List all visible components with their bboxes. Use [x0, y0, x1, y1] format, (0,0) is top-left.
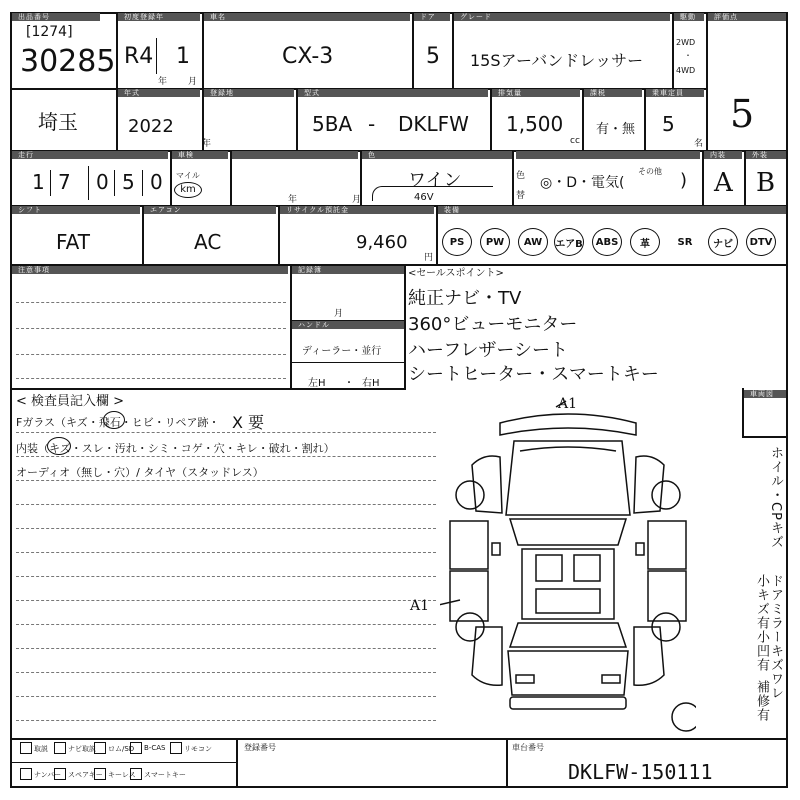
vsep: [412, 12, 414, 88]
sales-point: シートヒーター・スマートキー: [408, 364, 659, 385]
bottom-item-checkbox: [54, 742, 66, 754]
inspector-line-audio: オーディオ（無し・穴）/ タイヤ（スタッドレス）: [16, 466, 264, 479]
frame-bottom: [10, 786, 788, 788]
aircon-type: AC: [194, 230, 222, 254]
door-count: 5: [426, 44, 440, 69]
frame-right: [786, 12, 788, 788]
vsep: [512, 150, 514, 205]
right-front-door: [648, 521, 686, 569]
vsep: [404, 264, 406, 388]
left-fender-front: [472, 456, 502, 513]
records-sep: [290, 362, 404, 363]
chassis-prefix: 5BA: [312, 112, 353, 136]
vsep: [506, 738, 508, 788]
unit-km: km: [174, 182, 202, 198]
hood-line: [520, 447, 616, 451]
rear-bumper: [510, 697, 626, 709]
side-note: ドアミラーキズワレ: [768, 574, 783, 700]
note-line: [16, 378, 286, 379]
mileage-digit: 7: [58, 170, 71, 194]
inspect-line: [16, 456, 436, 457]
seat: [574, 555, 600, 581]
handle-left: 左H: [308, 378, 326, 389]
row-sep-6: [10, 738, 788, 740]
inspect-line: [16, 696, 436, 697]
chassis-code: DKLFW: [398, 112, 469, 136]
vsep: [582, 88, 584, 150]
trunk: [508, 651, 628, 695]
drive-2wd: 2WD: [676, 38, 696, 47]
lot-code: [1274]: [26, 24, 73, 40]
equipment-item: ABS: [592, 228, 622, 256]
inspect-line: [16, 432, 436, 433]
hdr-year: 初度登録年: [118, 13, 200, 21]
bottom-item: キーレス: [108, 771, 136, 779]
hdr-mileage: 走行: [12, 151, 168, 159]
overall-score: 5: [730, 92, 755, 136]
tax-options: 有・無: [596, 122, 636, 137]
inspector-title: < 検査員記入欄 >: [16, 394, 125, 409]
bottom-item: ナンバー: [34, 771, 62, 779]
vsep: [706, 12, 708, 150]
hdr-score: 評価点: [708, 13, 786, 21]
vsep: [742, 388, 744, 436]
seat: [536, 555, 562, 581]
vsep: [116, 12, 118, 88]
hdr-shift: シフト: [12, 206, 140, 214]
drive-4wd: 4WD: [676, 66, 696, 75]
model-year: 2022: [128, 116, 174, 137]
car-diagram: [440, 395, 696, 735]
vsep: [170, 150, 172, 205]
note-line: [16, 354, 286, 355]
vsep: [452, 12, 454, 88]
paint-close: ): [680, 170, 688, 191]
model-year-unit: 年: [202, 139, 212, 149]
interior-grade: A: [714, 168, 733, 198]
inspect-line: [16, 528, 436, 529]
inspect-line: [16, 672, 436, 673]
vsep: [142, 205, 144, 264]
tail-light: [516, 675, 534, 683]
vsep: [672, 12, 674, 88]
rear-window: [510, 623, 626, 647]
side-note: 補修有: [754, 680, 769, 722]
hsep: [742, 436, 788, 438]
color-change-label: 替: [516, 191, 526, 201]
frame-number: DKLFW-150111: [568, 760, 713, 784]
right-quarter: [634, 627, 664, 685]
records-dealer: ディーラー・並行: [302, 346, 382, 357]
side-note: ホイル・CPキズ: [768, 446, 783, 549]
tail-light: [602, 675, 620, 683]
hdr-exterior: 外装: [746, 151, 786, 159]
side-note: 小凹有: [754, 630, 769, 672]
bottom-item-checkbox: [94, 768, 106, 780]
vsep: [744, 150, 746, 205]
vsep: [296, 88, 298, 150]
hdr-aircon: エアコン: [144, 206, 276, 214]
damage-mark-left: A1: [410, 598, 430, 614]
mileage-digit: 1: [32, 170, 45, 194]
model-name: CX-3: [282, 44, 334, 69]
color-code: 46V: [414, 192, 434, 203]
frame-no-label: 車台番号: [512, 743, 544, 752]
digit-sep: [88, 166, 89, 200]
vsep: [436, 205, 438, 264]
bottom-item-checkbox: [94, 742, 106, 754]
bottom-item-checkbox: [130, 768, 142, 780]
equipment-item: PS: [442, 228, 472, 256]
bottom-item: ナビ取説: [68, 745, 96, 753]
bottom-item-checkbox: [20, 742, 32, 754]
color-code-bracket: [372, 186, 493, 201]
inspector-line-glass: Fガラス（キズ・飛石・ヒビ・リペア跡・: [16, 416, 220, 429]
bottom-item: リモコン: [184, 745, 212, 753]
seat-unit: 名: [694, 139, 704, 149]
glass-x-required: X 要: [232, 413, 265, 432]
note-line: [16, 302, 286, 303]
reg-era: R4: [124, 44, 154, 69]
region: 埼玉: [38, 110, 78, 134]
hdr-model: 車名: [204, 13, 410, 21]
vsep: [644, 88, 646, 150]
inspect-line: [16, 600, 436, 601]
inspect-line: [16, 648, 436, 649]
equipment-item: PW: [480, 228, 510, 256]
equipment-item: AW: [518, 228, 548, 256]
frame-left: [10, 12, 12, 788]
inspect-line: [16, 576, 436, 577]
hdr-doors: ドア: [414, 13, 450, 21]
hdr-displacement: 排気量: [492, 89, 580, 97]
sales-point: 純正ナビ・TV: [408, 288, 522, 309]
equipment-item: ナビ: [708, 228, 738, 256]
spare-wheel: [672, 703, 696, 731]
bottom-item: スペアキー: [68, 771, 103, 779]
lot-number: 30285: [20, 44, 116, 79]
reg-no-label: 登録番号: [244, 743, 276, 752]
recycle-fee: 9,460: [356, 232, 408, 253]
windshield: [510, 519, 626, 545]
front-bumper: [500, 414, 636, 435]
hdr-blank: [232, 151, 358, 159]
vsep: [116, 88, 118, 150]
note-line: [16, 328, 286, 329]
hdr-records: 記録簿: [292, 266, 404, 274]
color-label: 色: [516, 171, 526, 181]
reg-month: 1: [176, 44, 190, 69]
hdr-drive: 駆動: [674, 13, 704, 21]
vsep: [702, 150, 704, 205]
shift-type: FAT: [56, 230, 91, 254]
inspect-line: [16, 624, 436, 625]
reg-year-unit: 年: [158, 77, 168, 87]
seat-count: 5: [662, 112, 675, 136]
digit-sep: [142, 170, 143, 196]
hdr-chassis: 型式: [298, 89, 488, 97]
left-mirror: [492, 543, 500, 555]
inspector-line-interior: 内装（キズ・スレ・汚れ・シミ・コゲ・穴・キレ・破れ・割れ）: [16, 442, 335, 455]
unit-mile: マイル: [176, 171, 200, 180]
hdr-tax: 課税: [584, 89, 642, 97]
side-note: 小キズ有: [754, 574, 769, 630]
vsep: [202, 12, 204, 88]
inspection-year-unit: 年: [288, 195, 298, 205]
wheel-fr: [652, 481, 680, 509]
bottom-item: B-CAS: [144, 744, 166, 752]
records-month-unit: 月: [334, 309, 344, 319]
hdr-model-year: 年式: [118, 89, 200, 97]
vsep: [490, 88, 492, 150]
hdr-lot: 出品番号: [12, 13, 100, 21]
displacement: 1,500: [506, 112, 564, 136]
sales-point: 360°ビューモニター: [408, 314, 578, 335]
vsep: [278, 205, 280, 264]
damage-mark-front: A1: [558, 396, 578, 412]
hdr-notes: 注意事項: [12, 266, 288, 274]
hdr-handle: ハンドル: [292, 321, 404, 329]
inspection-month-unit: 月: [352, 195, 362, 205]
inspect-line: [16, 720, 436, 721]
bottom-sep: [10, 762, 236, 763]
chassis-dash: -: [368, 112, 376, 136]
exterior-grade: B: [756, 168, 776, 198]
equipment-item: 革: [630, 228, 660, 256]
vsep: [230, 150, 232, 205]
hdr-inspection: 車検: [172, 151, 228, 159]
circle-mark: [103, 411, 125, 429]
hdr-color: 色: [362, 151, 512, 159]
displacement-unit: cc: [570, 136, 580, 146]
mileage-digit: 5: [122, 170, 135, 194]
mileage-digit: 0: [96, 170, 109, 194]
inspect-line: [16, 480, 436, 481]
hdr-paint: [516, 151, 700, 159]
color-name: ワイン: [408, 170, 462, 191]
wheel-fl: [456, 481, 484, 509]
circle-mark: [47, 437, 71, 455]
right-fender-front: [634, 456, 664, 513]
sales-points-label: <セールスポイント>: [408, 268, 504, 279]
left-quarter: [472, 627, 502, 685]
left-front-door: [450, 521, 488, 569]
handle-sep: ・: [344, 378, 354, 389]
hdr-interior: 内装: [704, 151, 742, 159]
grade-name: 15Sアーバンドレッサー: [470, 51, 644, 70]
bottom-item: ロム/SD: [108, 745, 135, 753]
equipment-item: SR: [677, 236, 693, 248]
mileage-digit: 0: [150, 170, 163, 194]
handle-right: 右H: [362, 378, 380, 389]
hood: [506, 441, 630, 515]
bottom-item-checkbox: [20, 768, 32, 780]
vsep: [236, 738, 238, 788]
paint-other: その他: [638, 167, 662, 176]
sales-point: ハーフレザーシート: [408, 340, 569, 361]
hdr-seats: 乗車定員: [646, 89, 704, 97]
hdr-grade: グレード: [454, 13, 670, 21]
digit-sep: [114, 170, 115, 196]
inspect-line: [16, 504, 436, 505]
inspect-line: [16, 552, 436, 553]
reg-month-unit: 月: [188, 77, 198, 87]
seat: [536, 589, 600, 613]
bottom-item: 取説: [34, 745, 48, 753]
paint-options: ◎・D・電気(: [540, 175, 625, 191]
era-sep: [156, 38, 157, 74]
hdr-diagram: 車両図: [744, 390, 786, 398]
bottom-item-checkbox: [130, 742, 142, 754]
bottom-item: スマートキー: [144, 771, 186, 779]
hdr-equipment: 装備: [438, 206, 786, 214]
hdr-region-note: 登録地: [204, 89, 294, 97]
bottom-item-checkbox: [170, 742, 182, 754]
digit-sep: [50, 170, 51, 196]
equipment-item: DTV: [746, 228, 776, 256]
bottom-item-checkbox: [54, 768, 66, 780]
right-mirror: [636, 543, 644, 555]
equipment-item: エアB: [554, 228, 584, 256]
drive-sep: ・: [684, 51, 692, 60]
hdr-recycle: リサイクル預託金: [280, 206, 434, 214]
recycle-unit: 円: [424, 253, 434, 263]
